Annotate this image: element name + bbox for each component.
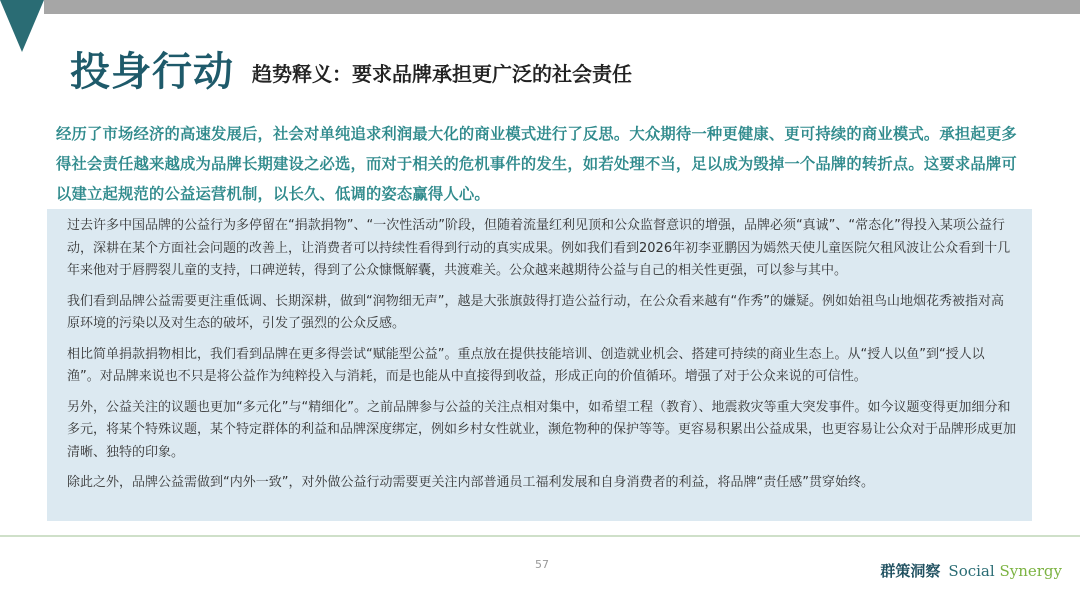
paragraph-2: 我们看到品牌公益需要更注重低调、长期深耕，做到“润物细无声”，越是大张旗鼓得打造公益行动，在公众看来越有“作秀”的嫌疑。例如始祖鸟山地烟花秀被指对高原环境的污染以及对生态的破坏，引发了强烈的公众反感。: [67, 293, 1004, 331]
footer-divider: [0, 535, 1080, 537]
brand-logo: [880, 560, 1062, 581]
brand-name-cn: 群策洞察: [880, 562, 941, 580]
paragraph-1: 过去许多中国品牌的公益行为多停留在“捐款捐物”、“一次性活动”阶段，但随着流量红利见顶和公众监督意识的增强，品牌必须“真诚”、“常态化”得投入某项公益行动，深耕在某个方面社会问题的改善上，让消费者可以持续性看得到行动的真实成果。例如我们看到2026年初李亚鹏因为嫣然天使儿童医院欠租风波让公众看到十几年来他对于唇腭裂儿童的支持，口碑逆转，得到了公众慷慨解囊，共渡难关。公众越来越期待公益与自己的相关性更强，可以参与其中。: [67, 218, 1011, 278]
intro-paragraph: 经历了市场经济的高速发展后，社会对单纯追求利润最大化的商业模式进行了反思。大众期待一种更健康、更可持续的商业模式。承担起更多得社会责任越来越成为品牌长期建设之必选，而对于相关的危机事件的发生，如若处理不当，足以成为毁掉一个品牌的转折点。这要求品牌可以建立起规范的公益运营机制，以长久、低调的姿态赢得人心。: [56, 125, 1017, 203]
content-box: [47, 209, 1032, 521]
brand-name-en-1: Social: [948, 562, 995, 580]
page-number: 57: [535, 558, 549, 571]
corner-triangle-decoration: [0, 0, 44, 52]
brand-name-en-2: Synergy: [999, 562, 1062, 580]
paragraph-4: 另外，公益关注的议题也更加“多元化”与“精细化”。之前品牌参与公益的关注点相对集中，如希望工程（教育）、地震救灾等重大突发事件。如今议题变得更加细分和多元，将某个特殊议题，某个特定群体的利益和品牌深度绑定，例如乡村女性就业，濒危物种的保护等等。更容易积累出公益成果，也更容易让公众对于品牌形成更加清晰、独特的印象。: [67, 399, 1017, 460]
paragraph-3: 相比简单捐款捐物相比，我们看到品牌在更多得尝试“赋能型公益”。重点放在提供技能培训、创造就业机会、搭建可持续的商业生态上。从“授人以鱼”到“授人以渔”。对品牌来说也不只是将公益作为纯粹投入与消耗，而是也能从中直接得到收益，形成正向的价值循环。增强了对于公众来说的可信性。: [67, 346, 985, 384]
top-gray-bar: [44, 0, 1080, 14]
page-title: 投身行动: [70, 49, 234, 95]
page-subtitle: 趋势释义：要求品牌承担更广泛的社会责任: [252, 62, 632, 86]
paragraph-5: 除此之外，品牌公益需做到“内外一致”，对外做公益行动需要更关注内部普通员工福利发展和自身消费者的利益，将品牌“责任感”贯穿始终。: [67, 475, 874, 490]
